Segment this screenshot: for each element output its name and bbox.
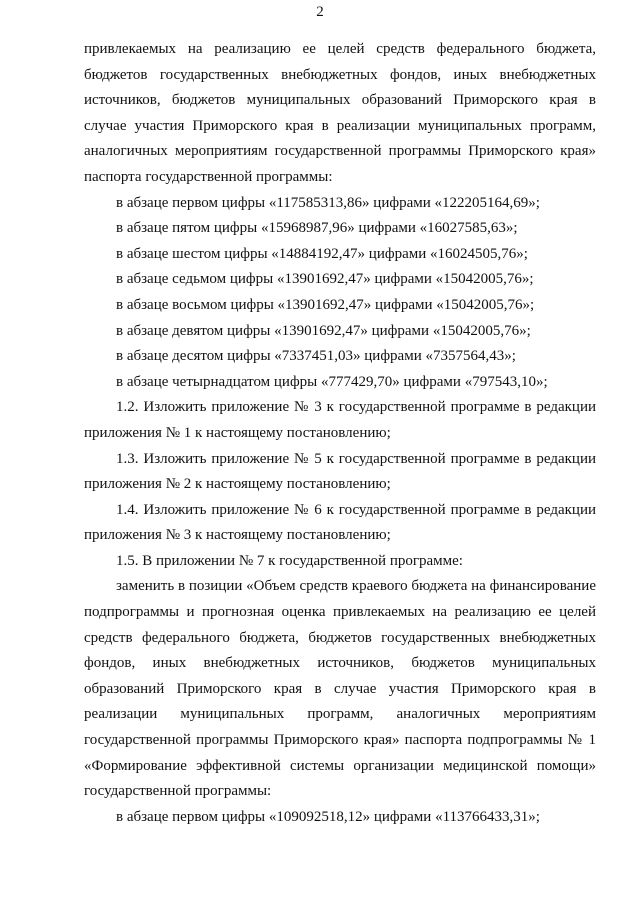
paragraph-item-1-5: 1.5. В приложении № 7 к государственной программе: (116, 552, 463, 569)
paragraph-item-1-3: 1.3. Изложить приложение № 5 к государственной программе в редакции приложения № 2 к настоящему постановлению; (84, 450, 596, 493)
paragraph-amendment-5: в абзаце пятом цифры «15968987,96» цифрами «16027585,63»; (116, 220, 518, 237)
paragraph-passport-tail: привлекаемых на реализацию ее целей средств федерального бюджета, бюджетов государственных внебюджетных фондов, иных внебюджетных источников, бюджетов муниципальных образований Приморского края в случае участия Приморского края в реализации муниципальных программ, аналогичных мероприятиям государственной программы Приморского края» паспорта государственной программы: (84, 41, 596, 185)
paragraph-item-1-4: 1.4. Изложить приложение № 6 к государственной программе в редакции приложения № 3 к настоящему постановлению; (84, 501, 596, 544)
paragraph-amendment-7: в абзаце седьмом цифры «13901692,47» цифрами «15042005,76»; (116, 271, 534, 288)
document-body (84, 37, 596, 830)
paragraph-amendment-6: в абзаце шестом цифры «14884192,47» цифрами «16024505,76»; (116, 245, 528, 262)
paragraph-subprogram-amendment-1: в абзаце первом цифры «109092518,12» цифрами «113766433,31»; (116, 808, 540, 825)
paragraph-amendment-14: в абзаце четырнадцатом цифры «777429,70» цифрами «797543,10»; (116, 373, 548, 390)
paragraph-amendment-9: в абзаце девятом цифры «13901692,47» цифрами «15042005,76»; (116, 322, 531, 339)
paragraph-item-1-2: 1.2. Изложить приложение № 3 к государственной программе в редакции приложения № 1 к настоящему постановлению; (84, 399, 596, 441)
paragraph-amendment-8: в абзаце восьмом цифры «13901692,47» цифрами «15042005,76»; (116, 296, 535, 313)
paragraph-replace-position: заменить в позиции «Объем средств краевого бюджета на финансирование подпрограммы и прогнозная оценка привлекаемых на реализацию ее целей средств федерального бюджета, бюджетов государственных внебюджетных фондов, иных внебюджетных источников, бюджетов муниципальных образований Приморского края в случае участия Приморского края в реализации муниципальных программ, аналогичных мероприятиям государственной программы Приморского края» паспорта подпрограммы № 1 «Формирование эффективной системы организации медицинской помощи» государственной программы: (84, 578, 596, 800)
paragraph-amendment-10: в абзаце десятом цифры «7337451,03» цифрами «7357564,43»; (116, 348, 516, 365)
paragraph-amendment-1: в абзаце первом цифры «117585313,86» цифрами «122205164,69»; (116, 194, 540, 211)
page-number: 2 (316, 4, 324, 20)
